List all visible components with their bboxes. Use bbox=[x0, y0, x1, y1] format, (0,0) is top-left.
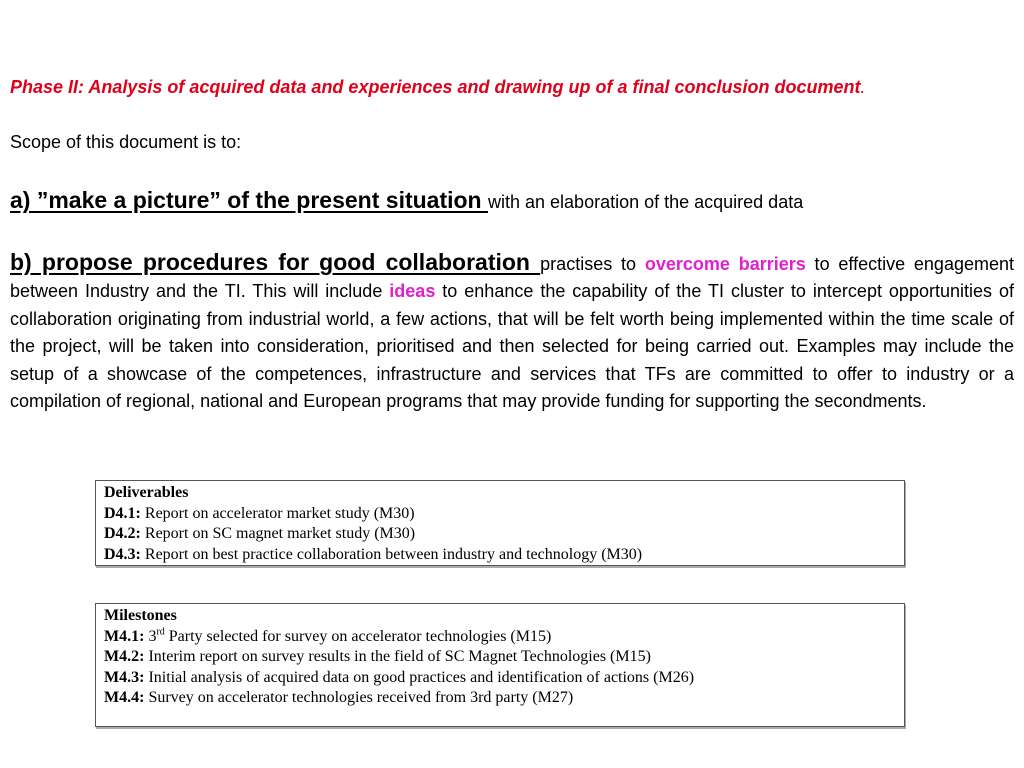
highlight-ideas: ideas bbox=[389, 281, 436, 302]
item-a bbox=[10, 187, 1014, 214]
deliverables-box bbox=[95, 480, 905, 566]
milestone-code: M4.1: bbox=[104, 627, 145, 645]
item-a-heading: a) ”make a picture” of the present situation bbox=[10, 187, 488, 213]
milestone-code: M4.2: bbox=[104, 648, 145, 665]
phase-title-period: . bbox=[860, 77, 866, 97]
deliverable-row bbox=[104, 504, 904, 525]
deliverable-text: Report on best practice collaboration between industry and technology (M30) bbox=[140, 545, 643, 563]
milestone-ordinal-suffix: rd bbox=[156, 626, 165, 638]
deliverable-text: Report on SC magnet market study (M30) bbox=[140, 525, 416, 542]
item-b-text-1: practises to bbox=[540, 254, 645, 274]
deliverable-row bbox=[104, 545, 904, 566]
milestone-row bbox=[104, 647, 904, 668]
item-b-text-2: to effective engagement between Industry and the TI. This will include bbox=[10, 254, 1014, 302]
item-b-text-3: to enhance the capability of the TI cluster to intercept opportunities of collaboration originating from industrial world, a few actions, that will be felt worth being implemented within the time scale of the project, will be taken into consideration, prioritised and then selected for being carried out. Examples may include the setup of a showcase of the competences, infrastructure and services that TFs are committed to offer to industry or a compilation of regional, national and European programs that may provide funding for supporting the secondments. bbox=[10, 281, 1014, 412]
milestone-text: Interim report on survey results in the field of SC Magnet Technologies (M15) bbox=[144, 648, 651, 665]
item-b bbox=[10, 249, 1014, 415]
milestone-text: Party selected for survey on accelerator technologies (M15) bbox=[164, 627, 552, 645]
deliverable-text: Report on accelerator market study (M30) bbox=[140, 504, 415, 522]
milestone-text-pre: 3 bbox=[144, 627, 157, 645]
milestone-row bbox=[104, 688, 904, 709]
deliverable-code: D4.3: bbox=[104, 545, 141, 563]
milestone-text: Survey on accelerator technologies received from 3rd party (M27) bbox=[144, 689, 574, 706]
highlight-overcome-barriers: overcome barriers bbox=[644, 254, 806, 274]
phase-title bbox=[10, 77, 1010, 98]
milestones-box bbox=[95, 603, 905, 727]
milestones-title: Milestones bbox=[104, 607, 177, 624]
scope-intro: Scope of this document is to: bbox=[10, 132, 242, 152]
deliverable-code: D4.2: bbox=[104, 525, 141, 542]
milestone-row bbox=[104, 668, 904, 689]
milestone-row bbox=[104, 627, 904, 648]
milestone-code: M4.3: bbox=[104, 668, 145, 686]
item-b-heading: b) propose procedures for good collaboration bbox=[10, 249, 541, 275]
milestone-code: M4.4: bbox=[104, 689, 145, 706]
deliverable-row bbox=[104, 524, 904, 545]
phase-title-text: Phase II: Analysis of acquired data and experiences and drawing up of a final conclusion document bbox=[10, 77, 861, 97]
deliverables-title: Deliverables bbox=[104, 484, 189, 501]
milestone-text: Initial analysis of acquired data on good practices and identification of actions (M26) bbox=[144, 668, 695, 686]
item-a-text: with an elaboration of the acquired data bbox=[488, 192, 804, 212]
deliverable-code: D4.1: bbox=[104, 504, 141, 522]
